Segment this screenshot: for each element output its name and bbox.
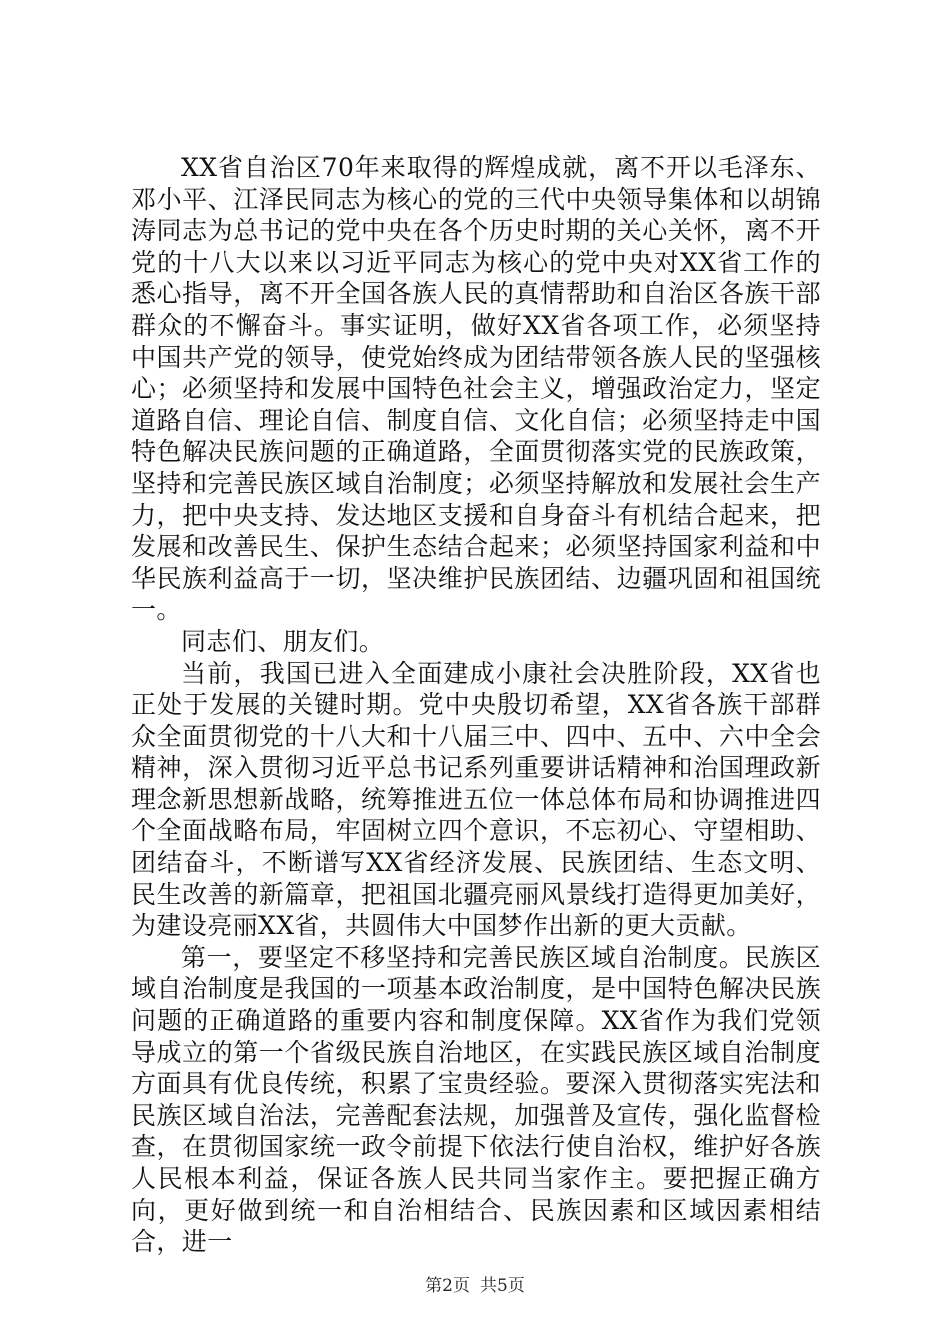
paragraph-achievements: XX省自治区70年来取得的辉煌成就，离不开以毛泽东、邓小平、江泽民同志为核心的党的三代中央领导集体和以胡锦涛同志为总书记的党中央在各个历史时期的关心关怀，离不开党的十八大以来以习近平同志为核心的党中央对XX省工作的悉心指导，离不开全国各族人民的真情帮助和自治区各族干部群众的不懈奋斗。事实证明，做好XX省各项工作，必须坚持中国共产党的领导，使党始终成为团结带领各族人民的坚强核心；必须坚持和发展中国特色社会主义，增强政治定力，坚定道路自信、理论自信、制度自信、文化自信；必须坚持走中国特色解决民族问题的正确道路，全面贯彻落实党的民族政策，坚持和完善民族区域自治制度；必须坚持解放和发展社会生产力，把中央支持、发达地区支援和自身奋斗有机结合起来，把发展和改善民生、保护生态结合起来；必须坚持国家利益和中华民族利益高于一切，坚决维护民族团结、边疆巩固和祖国统一。	[131, 153, 821, 625]
paragraph-salutation: 同志们、朋友们。	[181, 626, 385, 656]
document-body	[131, 152, 821, 1258]
page-number: 第2页	[425, 1276, 470, 1296]
page-total: 共5页	[480, 1276, 525, 1296]
paragraph-first-point: 第一，要坚定不移坚持和完善民族区域自治制度。民族区域自治制度是我国的一项基本政治制度，是中国特色解决民族问题的正确道路的重要内容和制度保障。XX省作为我们党领导成立的第一个省级民族自治地区，在实践民族区域自治制度方面具有优良传统，积累了宝贵经验。要深入贯彻落实宪法和民族区域自治法，完善配套法规，加强普及宣传，强化监督检查，在贯彻国家统一政令前提下依法行使自治权，维护好各族人民根本利益，保证各族人民共同当家作主。要把握正确方向，更好做到统一和自治相结合、民族因素和区域因素相结合，进一	[131, 942, 821, 1257]
paragraph-current-stage: 当前，我国已进入全面建成小康社会决胜阶段，XX省也正处于发展的关键时期。党中央殷切希望，XX省各族干部群众全面贯彻党的十八大和十八届三中、四中、五中、六中全会精神，深入贯彻习近平总书记系列重要讲话精神和治国理政新理念新思想新战略，统筹推进五位一体总体布局和协调推进四个全面战略布局，牢固树立四个意识，不忘初心、守望相助、团结奋斗，不断谱写XX省经济发展、民族团结、生态文明、民生改善的新篇章，把祖国北疆亮丽风景线打造得更加美好，为建设亮丽XX省，共圆伟大中国梦作出新的更大贡献。	[131, 658, 821, 941]
page-footer	[0, 1276, 950, 1296]
